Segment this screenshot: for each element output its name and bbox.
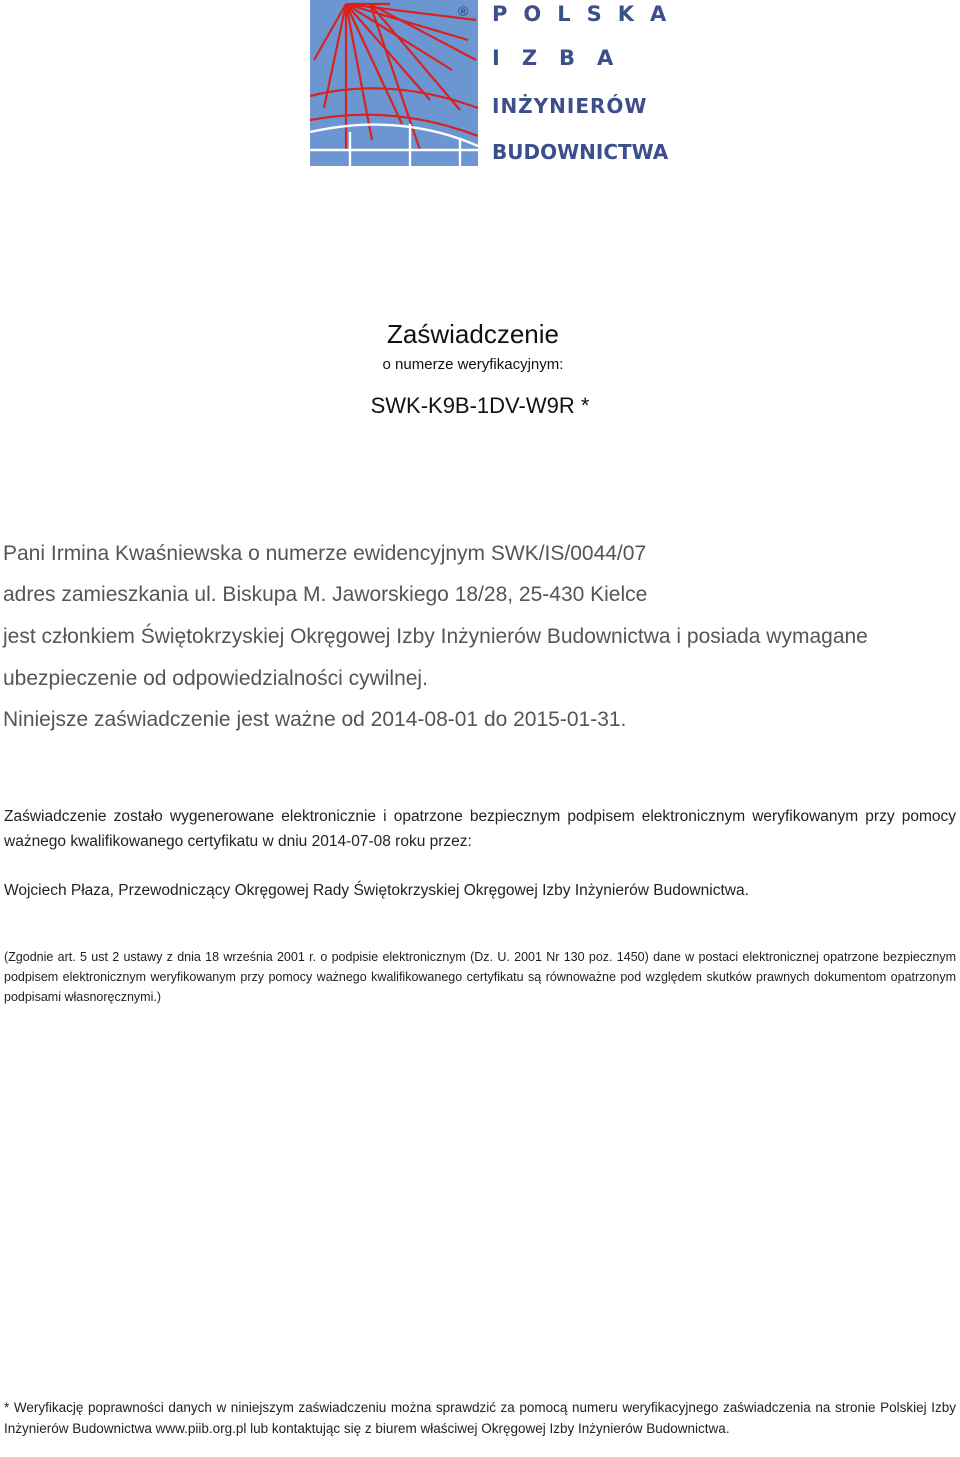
signer-name: Wojciech Płaza, Przewodniczący Okręgowej Rady Świętokrzyskiej Okręgowej Izby Inżynierów Budownictwa.	[4, 882, 749, 899]
logo-text-izba: IZBA	[492, 46, 636, 70]
legal-note: (Zgodnie art. 5 ust 2 ustawy z dnia 18 września 2001 r. o podpisie elektronicznym (Dz. U. 2001 Nr 130 poz. 1450) dane w postaci elektronicznej opatrzone bezpiecznym podpisem elektronicznym weryfikowanym przy pomocy ważnego kwalifikowanego certyfikatu są równoważne pod względem skutków prawnych dokumentom opatrzonym podpisami własnoręcznymi.)	[4, 950, 956, 1004]
certificate-title: Zaświadczenie	[387, 319, 559, 349]
member-name-line: Pani Irmina Kwaśniewska o numerze ewidencyjnym SWK/IS/0044/07	[3, 542, 647, 565]
membership-line: jest członkiem Świętokrzyskiej Okręgowej Izby Inżynierów Budownictwa i posiada wymagane	[3, 625, 868, 648]
verification-code: SWK-K9B-1DV-W9R *	[370, 393, 590, 418]
bridge-logo-icon	[310, 0, 478, 166]
insurance-line: ubezpieczenie od odpowiedzialności cywilnej.	[3, 667, 428, 690]
logo-text-polska: POLSKA	[492, 2, 683, 26]
signature-statement: Zaświadczenie zostało wygenerowane elektronicznie i opatrzone bezpiecznym podpisem elektronicznym weryfikowanym przy pomocy ważnego kwalifikowanego certyfikatu w dniu 2014-07-08 roku przez:	[4, 808, 956, 850]
member-address-line: adres zamieszkania ul. Biskupa M. Jaworskiego 18/28, 25-430 Kielce	[3, 583, 648, 606]
verification-footnote: * Weryfikację poprawności danych w niniejszym zaświadczeniu można sprawdzić za pomocą numeru weryfikacyjnego zaświadczenia na stronie Polskiej Izby Inżynierów Budownictwa www.piib.org.pl lub kontaktując się z biurem właściwej Okręgowej Izby Inżynierów Budownictwa.	[4, 1400, 956, 1436]
certificate-subtitle: o numerze weryfikacyjnym:	[382, 356, 564, 373]
logo-text-inzynierow: INŻYNIERÓW	[492, 94, 648, 118]
piib-logo	[310, 0, 683, 168]
registered-mark: ®	[458, 3, 469, 19]
logo-text-budownictwa: BUDOWNICTWA	[492, 140, 669, 164]
validity-line: Niniejsze zaświadczenie jest ważne od 2014-08-01 do 2015-01-31.	[3, 708, 627, 731]
